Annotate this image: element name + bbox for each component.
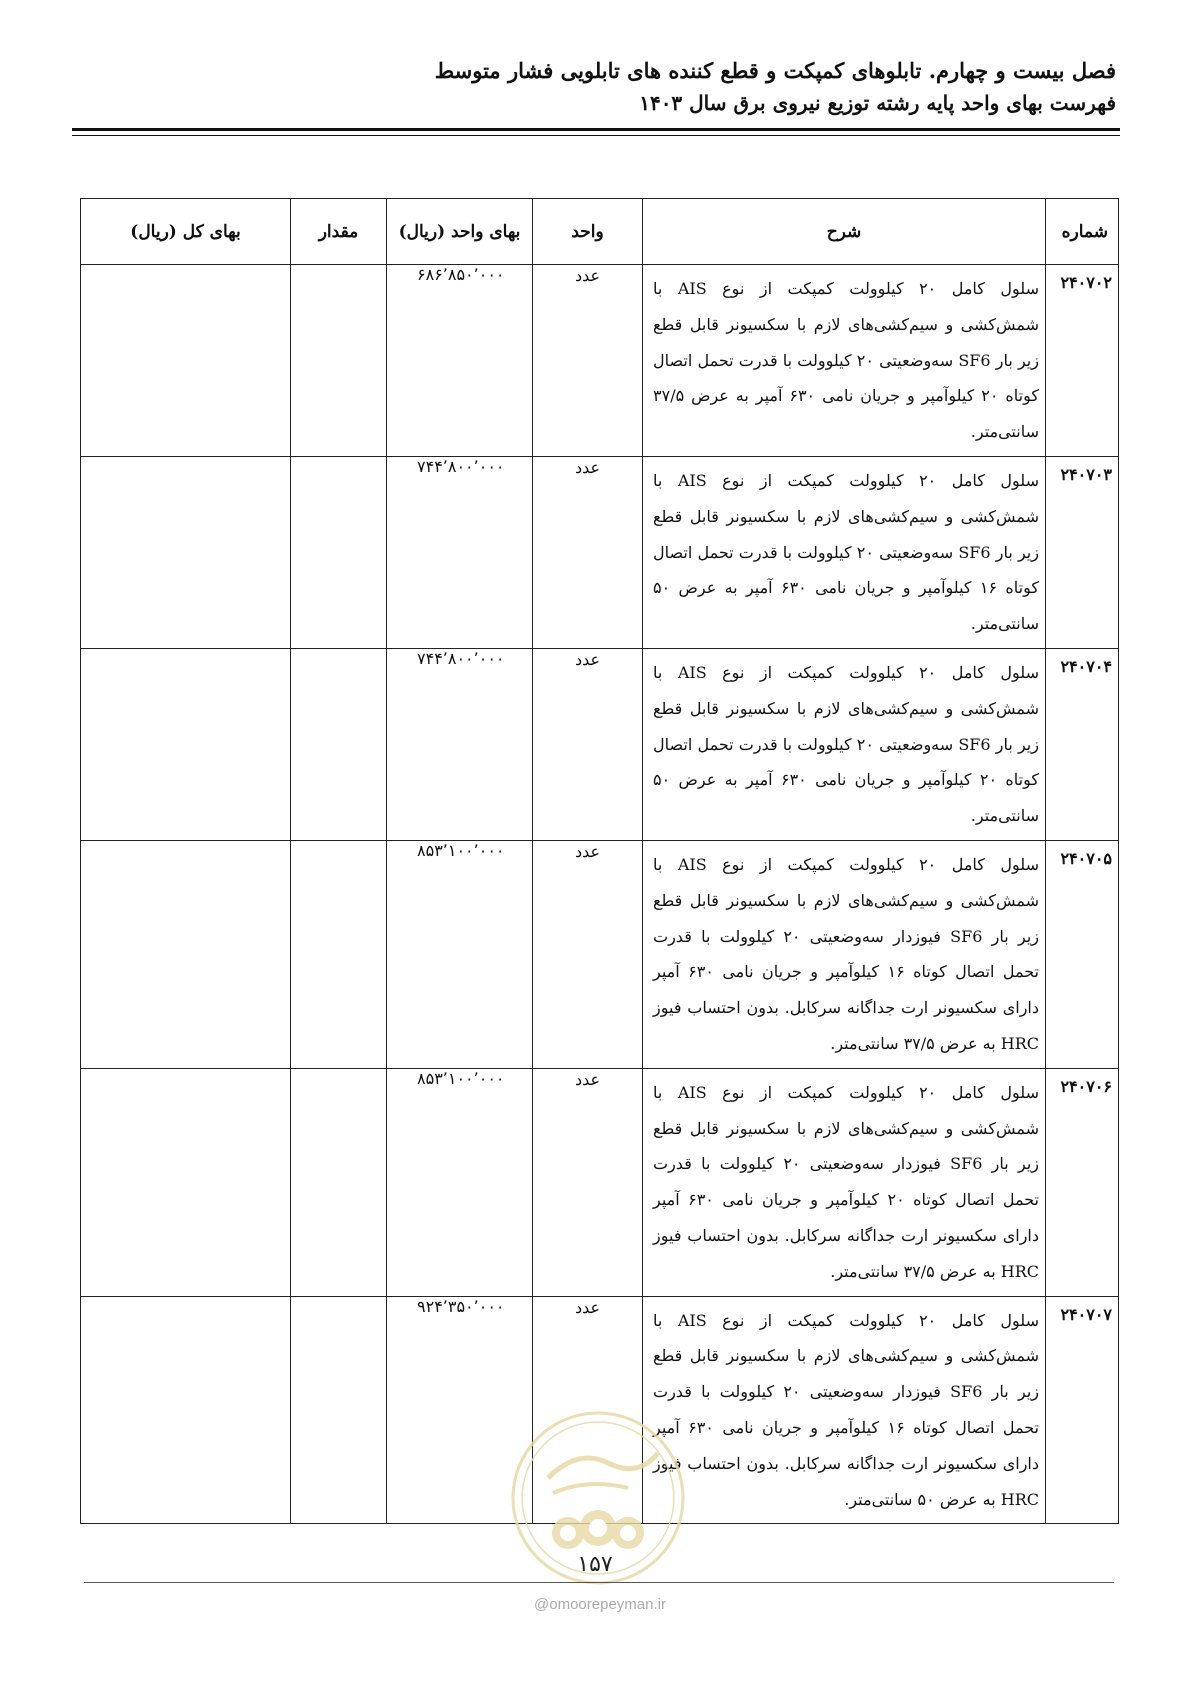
item-number: ۲۴۰۷۰۴ bbox=[1046, 648, 1119, 840]
item-unit-price: ۸۵۳٬۱۰۰٬۰۰۰ bbox=[387, 1068, 533, 1296]
item-total-price bbox=[81, 265, 291, 457]
chapter-title: فصل بیست و چهارم. تابلوهای کمپکت و قطع کننده های تابلویی فشار متوسط bbox=[434, 58, 1116, 83]
table-row bbox=[81, 840, 1119, 1068]
item-description: سلول کامل ۲۰ کیلوولت کمپکت از نوع AIS با شمش‌کشی و سیم‌کشی‌های لازم با سکسیونر قابل قطع زیر بار SF6 فیوزدار سه‌وضعیتی ۲۰ کیلوولت با قدرت تحمل اتصال کوتاه ۱۶ کیلوآمپر و جریان نامی ۶۳۰ آمپر دارای سکسیونر ارت جداگانه سرکابل. بدون احتساب فیوز HRC به عرض ۵۰ سانتی‌متر. bbox=[643, 1296, 1046, 1524]
item-quantity bbox=[291, 648, 387, 840]
item-unit: عدد bbox=[533, 456, 643, 648]
item-total-price bbox=[81, 1296, 291, 1524]
item-total-price bbox=[81, 1068, 291, 1296]
header-unit-price: بهای واحد (ریال) bbox=[387, 199, 533, 265]
item-unit-price: ۹۲۴٬۳۵۰٬۰۰۰ bbox=[387, 1296, 533, 1524]
price-table bbox=[80, 198, 1119, 1524]
item-number: ۲۴۰۷۰۶ bbox=[1046, 1068, 1119, 1296]
header-description: شرح bbox=[643, 199, 1046, 265]
table-row bbox=[81, 648, 1119, 840]
header-unit: واحد bbox=[533, 199, 643, 265]
item-number: ۲۴۰۷۰۳ bbox=[1046, 456, 1119, 648]
item-number: ۲۴۰۷۰۲ bbox=[1046, 265, 1119, 457]
item-unit: عدد bbox=[533, 1296, 643, 1524]
watermark-url: @omoorepeyman.ir bbox=[534, 1596, 666, 1613]
item-unit-price: ۶۸۶٬۸۵۰٬۰۰۰ bbox=[387, 265, 533, 457]
header-total-price: بهای کل (ریال) bbox=[81, 199, 291, 265]
item-description: سلول کامل ۲۰ کیلوولت کمپکت از نوع AIS با شمش‌کشی و سیم‌کشی‌های لازم با سکسیونر قابل قطع زیر بار SF6 سه‌وضعیتی ۲۰ کیلوولت با قدرت تحمل اتصال کوتاه ۲۰ کیلوآمپر و جریان نامی ۶۳۰ آمپر به عرض ۵۰ سانتی‌متر. bbox=[643, 648, 1046, 840]
item-unit: عدد bbox=[533, 648, 643, 840]
page-header bbox=[66, 55, 1116, 119]
header-number: شماره bbox=[1046, 199, 1119, 265]
item-unit: عدد bbox=[533, 1068, 643, 1296]
item-total-price bbox=[81, 456, 291, 648]
table-header-row bbox=[81, 199, 1119, 265]
item-quantity bbox=[291, 840, 387, 1068]
item-description: سلول کامل ۲۰ کیلوولت کمپکت از نوع AIS با شمش‌کشی و سیم‌کشی‌های لازم با سکسیونر قابل قطع زیر بار SF6 فیوزدار سه‌وضعیتی ۲۰ کیلوولت با قدرت تحمل اتصال کوتاه ۱۶ کیلوآمپر و جریان نامی ۶۳۰ آمپر دارای سکسیونر ارت جداگانه سرکابل. بدون احتساب فیوز HRC به عرض ۳۷/۵ سانتی‌متر. bbox=[643, 840, 1046, 1068]
item-total-price bbox=[81, 648, 291, 840]
item-total-price bbox=[81, 840, 291, 1068]
header-rule-thick bbox=[72, 128, 1120, 131]
item-description: سلول کامل ۲۰ کیلوولت کمپکت از نوع AIS با شمش‌کشی و سیم‌کشی‌های لازم با سکسیونر قابل قطع زیر بار SF6 سه‌وضعیتی ۲۰ کیلوولت با قدرت تحمل اتصال کوتاه ۲۰ کیلوآمپر و جریان نامی ۶۳۰ آمپر به عرض ۳۷/۵ سانتی‌متر. bbox=[643, 265, 1046, 457]
item-quantity bbox=[291, 456, 387, 648]
item-unit-price: ۷۴۴٬۸۰۰٬۰۰۰ bbox=[387, 648, 533, 840]
item-number: ۲۴۰۷۰۷ bbox=[1046, 1296, 1119, 1524]
item-number: ۲۴۰۷۰۵ bbox=[1046, 840, 1119, 1068]
item-unit-price: ۷۴۴٬۸۰۰٬۰۰۰ bbox=[387, 456, 533, 648]
item-unit: عدد bbox=[533, 840, 643, 1068]
header-rule-thin bbox=[72, 135, 1120, 136]
table-row bbox=[81, 265, 1119, 457]
item-quantity bbox=[291, 1068, 387, 1296]
item-description: سلول کامل ۲۰ کیلوولت کمپکت از نوع AIS با شمش‌کشی و سیم‌کشی‌های لازم با سکسیونر قابل قطع زیر بار SF6 فیوزدار سه‌وضعیتی ۲۰ کیلوولت با قدرت تحمل اتصال کوتاه ۲۰ کیلوآمپر و جریان نامی ۶۳۰ آمپر دارای سکسیونر ارت جداگانه سرکابل. بدون احتساب فیوز HRC به عرض ۳۷/۵ سانتی‌متر. bbox=[643, 1068, 1046, 1296]
table-row bbox=[81, 1068, 1119, 1296]
item-quantity bbox=[291, 265, 387, 457]
item-description: سلول کامل ۲۰ کیلوولت کمپکت از نوع AIS با شمش‌کشی و سیم‌کشی‌های لازم با سکسیونر قابل قطع زیر بار SF6 سه‌وضعیتی ۲۰ کیلوولت با قدرت تحمل اتصال کوتاه ۱۶ کیلوآمپر و جریان نامی ۶۳۰ آمپر به عرض ۵۰ سانتی‌متر. bbox=[643, 456, 1046, 648]
table-row bbox=[81, 456, 1119, 648]
item-quantity bbox=[291, 1296, 387, 1524]
page-number: ۱۵۷ bbox=[577, 1552, 613, 1577]
header-quantity: مقدار bbox=[291, 199, 387, 265]
item-unit: عدد bbox=[533, 265, 643, 457]
item-unit-price: ۸۵۳٬۱۰۰٬۰۰۰ bbox=[387, 840, 533, 1068]
price-list-title: فهرست بهای واحد پایه رشته توزیع نیروی برق سال ۱۴۰۳ bbox=[639, 91, 1116, 115]
footer-rule bbox=[84, 1582, 1114, 1583]
